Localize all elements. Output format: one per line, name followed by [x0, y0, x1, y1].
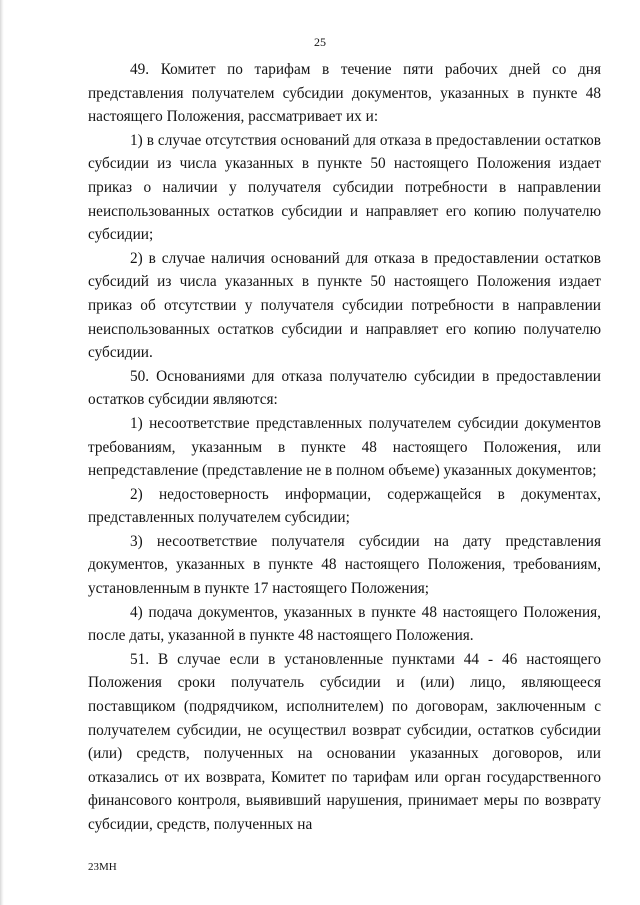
- paragraph-50-item-2: 2) недостоверность информации, содержащейся в документах, представленных получателем субсидии;: [88, 485, 601, 527]
- document-body: [88, 58, 601, 837]
- paragraph-49: 49. Комитет по тарифам в течение пяти рабочих дней со дня представления получателем субсидии документов, указанных в пункте 48 настоящего Положения, рассматривает их и:: [88, 61, 601, 126]
- paragraph-49-item-2: 2) в случае наличия оснований для отказа в предоставлении остатков субсидий из числа указанных в пункте 50 настоящего Положения издает приказ об отсутствии у получателя субсидии потребности в направлении неиспользованных остатков субсидии и направляет его копию получателю субсидии.: [88, 249, 601, 362]
- page-number: 25: [314, 35, 326, 49]
- paragraph-50: 50. Основаниями для отказа получателю субсидии в предоставлении остатков субсидии являются:: [88, 367, 601, 409]
- scan-edge: [0, 0, 4, 905]
- paragraph-50-item-3: 3) несоответствие получателя субсидии на дату представления документов, указанных в пункте 48 настоящего Положения, требованиям, установленным в пункте 17 настоящего Положения;: [88, 532, 601, 598]
- paragraph-51: 51. В случае если в установленные пунктами 44 - 46 настоящего Положения сроки получатель субсидии и (или) лицо, являющееся поставщиком (подрядчиком, исполнителем) по договорам, заключенным с получателем субсидии, не осуществил возврат субсидии, остатков субсидии (или) средств, полученных на основании указанных договоров, или отказались от их возврата, Комитет по тарифам или орган государственного финансового контроля, выявивший нарушения, принимает меры по возврату субсидии, средств, полученных на: [88, 650, 601, 833]
- paragraph-50-item-4: 4) подача документов, указанных в пункте 48 настоящего Положения, после даты, указанной в пункте 48 настоящего Положения.: [88, 603, 601, 645]
- paragraph-49-item-1: 1) в случае отсутствия оснований для отказа в предоставлении остатков субсидии из числа указанных в пункте 50 настоящего Положения издает приказ о наличии у получателя субсидии потребности в направлении неиспользованных остатков субсидии и направляет его копию получателю субсидии;: [88, 131, 601, 244]
- paragraph-50-item-1: 1) несоответствие представленных получателем субсидии документов требованиям, указанным в пункте 48 настоящего Положения, или непредставление (представление не в полном объеме) указанных документов;: [88, 414, 601, 480]
- footer-code: 23МН: [88, 861, 117, 873]
